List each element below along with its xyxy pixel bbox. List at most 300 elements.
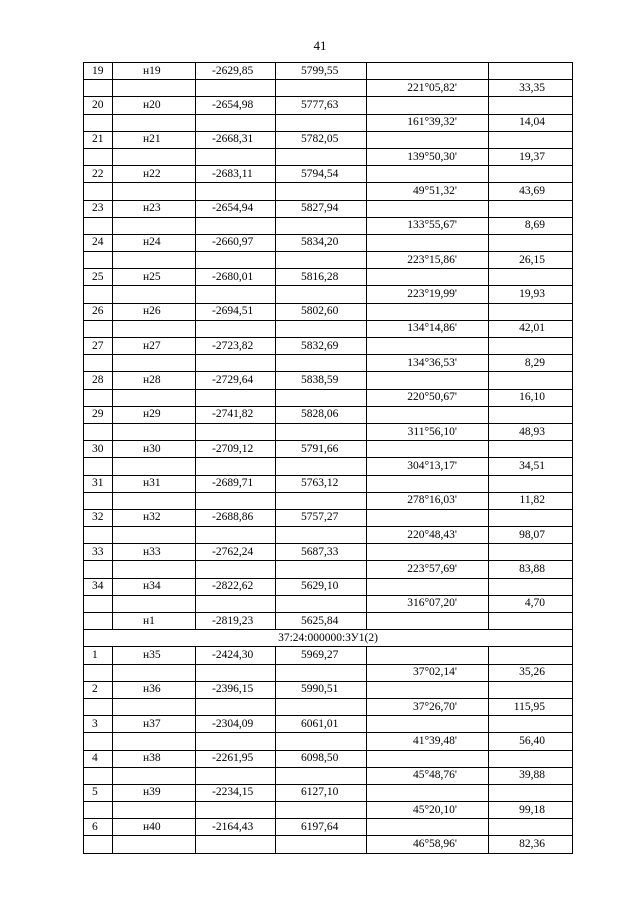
empty-cell — [276, 733, 367, 750]
empty-cell — [489, 647, 573, 664]
point-number: 5 — [84, 784, 113, 801]
x-coordinate: -2683,11 — [196, 166, 276, 183]
empty-cell — [276, 80, 367, 97]
empty-cell — [113, 286, 196, 303]
y-coordinate: 6098,50 — [276, 750, 367, 767]
empty-cell — [367, 269, 489, 286]
empty-cell — [84, 733, 113, 750]
segment-row — [84, 802, 573, 819]
point-name: н39 — [113, 784, 196, 801]
direction-angle: 304°13,17' — [367, 458, 489, 475]
segment-row — [84, 595, 573, 612]
empty-cell — [113, 389, 196, 406]
segment-row — [84, 148, 573, 165]
point-name: н29 — [113, 406, 196, 423]
y-coordinate: 5777,63 — [276, 97, 367, 114]
empty-cell — [113, 114, 196, 131]
segment-length: 33,35 — [489, 80, 573, 97]
empty-cell — [196, 355, 276, 372]
y-coordinate: 5838,59 — [276, 372, 367, 389]
x-coordinate: -2741,82 — [196, 406, 276, 423]
point-name: н36 — [113, 681, 196, 698]
empty-cell — [84, 698, 113, 715]
empty-cell — [489, 475, 573, 492]
empty-cell — [84, 183, 113, 200]
empty-cell — [489, 544, 573, 561]
empty-cell — [489, 509, 573, 526]
section-title-row — [84, 630, 573, 647]
point-name: н23 — [113, 200, 196, 217]
point-number: 30 — [84, 441, 113, 458]
point-row — [84, 372, 573, 389]
empty-cell — [113, 183, 196, 200]
empty-cell — [113, 527, 196, 544]
page-number: 41 — [313, 38, 327, 53]
point-name: н22 — [113, 166, 196, 183]
empty-cell — [489, 303, 573, 320]
empty-cell — [84, 252, 113, 269]
point-number: 3 — [84, 716, 113, 733]
empty-cell — [196, 389, 276, 406]
empty-cell — [113, 80, 196, 97]
empty-cell — [276, 389, 367, 406]
empty-cell — [196, 492, 276, 509]
segment-length: 43,69 — [489, 183, 573, 200]
empty-cell — [489, 97, 573, 114]
empty-cell — [367, 681, 489, 698]
empty-cell — [367, 784, 489, 801]
direction-angle: 45°48,76' — [367, 767, 489, 784]
x-coordinate: -2660,97 — [196, 234, 276, 251]
direction-angle: 133°55,67' — [367, 217, 489, 234]
direction-angle: 46°58,96' — [367, 836, 489, 853]
empty-cell — [196, 664, 276, 681]
y-coordinate: 5687,33 — [276, 544, 367, 561]
empty-cell — [367, 509, 489, 526]
empty-cell — [276, 664, 367, 681]
segment-row — [84, 698, 573, 715]
point-row — [84, 200, 573, 217]
empty-cell — [367, 441, 489, 458]
point-row — [84, 166, 573, 183]
empty-cell — [367, 63, 489, 80]
empty-cell — [367, 613, 489, 630]
empty-cell — [84, 355, 113, 372]
direction-angle: 45°20,10' — [367, 802, 489, 819]
x-coordinate: -2424,30 — [196, 647, 276, 664]
segment-length: 39,88 — [489, 767, 573, 784]
point-row — [84, 578, 573, 595]
empty-cell — [84, 286, 113, 303]
direction-angle: 134°14,86' — [367, 320, 489, 337]
y-coordinate: 5834,20 — [276, 234, 367, 251]
point-number: 6 — [84, 819, 113, 836]
point-row — [84, 269, 573, 286]
direction-angle: 311°56,10' — [367, 423, 489, 440]
y-coordinate: 5990,51 — [276, 681, 367, 698]
empty-cell — [84, 492, 113, 509]
empty-cell — [489, 716, 573, 733]
segment-row — [84, 561, 573, 578]
segment-length: 82,36 — [489, 836, 573, 853]
segment-row — [84, 355, 573, 372]
empty-cell — [196, 80, 276, 97]
point-number: 33 — [84, 544, 113, 561]
point-number: 24 — [84, 234, 113, 251]
point-number: 23 — [84, 200, 113, 217]
point-row — [84, 441, 573, 458]
point-number: 19 — [84, 63, 113, 80]
y-coordinate: 5625,84 — [276, 613, 367, 630]
point-row — [84, 716, 573, 733]
empty-cell — [367, 750, 489, 767]
segment-row — [84, 389, 573, 406]
empty-cell — [196, 286, 276, 303]
direction-angle: 41°39,48' — [367, 733, 489, 750]
point-name: н1 — [113, 613, 196, 630]
point-name: н37 — [113, 716, 196, 733]
y-coordinate: 5969,27 — [276, 647, 367, 664]
empty-cell — [84, 767, 113, 784]
x-coordinate: -2762,24 — [196, 544, 276, 561]
empty-cell — [196, 320, 276, 337]
point-row — [84, 406, 573, 423]
empty-cell — [276, 286, 367, 303]
direction-angle: 223°15,86' — [367, 252, 489, 269]
x-coordinate: -2164,43 — [196, 819, 276, 836]
empty-cell — [84, 148, 113, 165]
point-number: 27 — [84, 338, 113, 355]
x-coordinate: -2654,98 — [196, 97, 276, 114]
empty-cell — [196, 767, 276, 784]
empty-cell — [489, 441, 573, 458]
point-name: н31 — [113, 475, 196, 492]
empty-cell — [276, 492, 367, 509]
empty-cell — [367, 578, 489, 595]
empty-cell — [84, 423, 113, 440]
segment-row — [84, 492, 573, 509]
empty-cell — [84, 836, 113, 853]
segment-length: 19,93 — [489, 286, 573, 303]
point-name: н27 — [113, 338, 196, 355]
x-coordinate: -2822,62 — [196, 578, 276, 595]
empty-cell — [196, 527, 276, 544]
point-number: 21 — [84, 131, 113, 148]
segment-row — [84, 767, 573, 784]
point-row — [84, 63, 573, 80]
empty-cell — [367, 97, 489, 114]
point-name: н34 — [113, 578, 196, 595]
empty-cell — [113, 458, 196, 475]
direction-angle: 220°48,43' — [367, 527, 489, 544]
segment-length: 83,88 — [489, 561, 573, 578]
segment-row — [84, 114, 573, 131]
empty-cell — [276, 355, 367, 372]
empty-cell — [196, 733, 276, 750]
empty-cell — [367, 234, 489, 251]
segment-length: 19,37 — [489, 148, 573, 165]
empty-cell — [489, 200, 573, 217]
x-coordinate: -2709,12 — [196, 441, 276, 458]
empty-cell — [276, 148, 367, 165]
segment-length: 8,69 — [489, 217, 573, 234]
point-number: 1 — [84, 647, 113, 664]
point-name: н19 — [113, 63, 196, 80]
empty-cell — [489, 406, 573, 423]
empty-cell — [113, 733, 196, 750]
point-row — [84, 234, 573, 251]
empty-cell — [276, 183, 367, 200]
segment-row — [84, 80, 573, 97]
x-coordinate: -2723,82 — [196, 338, 276, 355]
point-number — [84, 613, 113, 630]
direction-angle: 316°07,20' — [367, 595, 489, 612]
point-row — [84, 647, 573, 664]
segment-length: 34,51 — [489, 458, 573, 475]
empty-cell — [367, 131, 489, 148]
empty-cell — [489, 819, 573, 836]
y-coordinate: 5827,94 — [276, 200, 367, 217]
segment-row — [84, 423, 573, 440]
point-name: н30 — [113, 441, 196, 458]
empty-cell — [489, 338, 573, 355]
point-row — [84, 338, 573, 355]
direction-angle: 220°50,67' — [367, 389, 489, 406]
y-coordinate: 5794,54 — [276, 166, 367, 183]
x-coordinate: -2689,71 — [196, 475, 276, 492]
point-name: н25 — [113, 269, 196, 286]
empty-cell — [276, 698, 367, 715]
empty-cell — [489, 613, 573, 630]
segment-length: 99,18 — [489, 802, 573, 819]
segment-length: 26,15 — [489, 252, 573, 269]
empty-cell — [489, 269, 573, 286]
empty-cell — [196, 114, 276, 131]
point-row — [84, 784, 573, 801]
empty-cell — [489, 578, 573, 595]
point-name: н40 — [113, 819, 196, 836]
empty-cell — [367, 372, 489, 389]
x-coordinate: -2629,85 — [196, 63, 276, 80]
empty-cell — [113, 595, 196, 612]
x-coordinate: -2304,09 — [196, 716, 276, 733]
empty-cell — [367, 166, 489, 183]
empty-cell — [196, 217, 276, 234]
point-number: 28 — [84, 372, 113, 389]
empty-cell — [367, 819, 489, 836]
empty-cell — [84, 802, 113, 819]
x-coordinate: -2680,01 — [196, 269, 276, 286]
empty-cell — [276, 320, 367, 337]
point-row — [84, 750, 573, 767]
empty-cell — [196, 836, 276, 853]
point-name: н32 — [113, 509, 196, 526]
empty-cell — [113, 802, 196, 819]
empty-cell — [113, 492, 196, 509]
x-coordinate: -2396,15 — [196, 681, 276, 698]
y-coordinate: 5828,06 — [276, 406, 367, 423]
y-coordinate: 5782,05 — [276, 131, 367, 148]
y-coordinate: 5791,66 — [276, 441, 367, 458]
segment-length: 4,70 — [489, 595, 573, 612]
point-number: 34 — [84, 578, 113, 595]
empty-cell — [113, 561, 196, 578]
direction-angle: 221°05,82' — [367, 80, 489, 97]
segment-row — [84, 836, 573, 853]
segment-row — [84, 733, 573, 750]
point-row — [84, 131, 573, 148]
y-coordinate: 6061,01 — [276, 716, 367, 733]
segment-length: 11,82 — [489, 492, 573, 509]
x-coordinate: -2694,51 — [196, 303, 276, 320]
empty-cell — [196, 252, 276, 269]
point-number: 22 — [84, 166, 113, 183]
segment-length: 16,10 — [489, 389, 573, 406]
point-row — [84, 819, 573, 836]
point-name: н33 — [113, 544, 196, 561]
segment-row — [84, 664, 573, 681]
empty-cell — [196, 802, 276, 819]
empty-cell — [276, 595, 367, 612]
empty-cell — [276, 836, 367, 853]
y-coordinate: 5816,28 — [276, 269, 367, 286]
point-row — [84, 303, 573, 320]
empty-cell — [84, 389, 113, 406]
segment-length: 35,26 — [489, 664, 573, 681]
empty-cell — [489, 372, 573, 389]
empty-cell — [84, 664, 113, 681]
x-coordinate: -2819,23 — [196, 613, 276, 630]
empty-cell — [113, 423, 196, 440]
segment-row — [84, 183, 573, 200]
empty-cell — [276, 217, 367, 234]
point-name: н20 — [113, 97, 196, 114]
empty-cell — [196, 698, 276, 715]
y-coordinate: 5799,55 — [276, 63, 367, 80]
coordinates-table — [83, 62, 573, 854]
empty-cell — [196, 423, 276, 440]
y-coordinate: 5629,10 — [276, 578, 367, 595]
segment-length: 14,04 — [489, 114, 573, 131]
empty-cell — [489, 63, 573, 80]
x-coordinate: -2688,86 — [196, 509, 276, 526]
empty-cell — [276, 561, 367, 578]
empty-cell — [489, 784, 573, 801]
empty-cell — [276, 252, 367, 269]
empty-cell — [113, 217, 196, 234]
point-number: 32 — [84, 509, 113, 526]
empty-cell — [84, 458, 113, 475]
section-title: 37:24:000000:ЗУ1(2) — [84, 630, 573, 647]
empty-cell — [367, 544, 489, 561]
direction-angle: 278°16,03' — [367, 492, 489, 509]
empty-cell — [367, 475, 489, 492]
empty-cell — [367, 303, 489, 320]
y-coordinate: 5832,69 — [276, 338, 367, 355]
empty-cell — [276, 423, 367, 440]
segment-length: 56,40 — [489, 733, 573, 750]
segment-length: 115,95 — [489, 698, 573, 715]
segment-row — [84, 320, 573, 337]
empty-cell — [489, 750, 573, 767]
point-name: н21 — [113, 131, 196, 148]
empty-cell — [489, 166, 573, 183]
empty-cell — [489, 234, 573, 251]
empty-cell — [276, 458, 367, 475]
point-row — [84, 681, 573, 698]
point-name: н35 — [113, 647, 196, 664]
empty-cell — [196, 561, 276, 578]
point-number: 29 — [84, 406, 113, 423]
empty-cell — [84, 217, 113, 234]
y-coordinate: 5757,27 — [276, 509, 367, 526]
empty-cell — [113, 355, 196, 372]
y-coordinate: 6197,64 — [276, 819, 367, 836]
point-row — [84, 97, 573, 114]
empty-cell — [196, 183, 276, 200]
point-number: 25 — [84, 269, 113, 286]
empty-cell — [367, 338, 489, 355]
point-name: н28 — [113, 372, 196, 389]
empty-cell — [113, 148, 196, 165]
empty-cell — [84, 561, 113, 578]
point-name: н24 — [113, 234, 196, 251]
empty-cell — [367, 647, 489, 664]
x-coordinate: -2654,94 — [196, 200, 276, 217]
direction-angle: 49°51,32' — [367, 183, 489, 200]
empty-cell — [113, 836, 196, 853]
point-row — [84, 475, 573, 492]
empty-cell — [113, 767, 196, 784]
direction-angle: 37°26,70' — [367, 698, 489, 715]
empty-cell — [113, 664, 196, 681]
point-row — [84, 544, 573, 561]
empty-cell — [489, 131, 573, 148]
x-coordinate: -2261,95 — [196, 750, 276, 767]
empty-cell — [367, 406, 489, 423]
empty-cell — [113, 698, 196, 715]
empty-cell — [196, 148, 276, 165]
empty-cell — [276, 802, 367, 819]
y-coordinate: 5763,12 — [276, 475, 367, 492]
point-number: 31 — [84, 475, 113, 492]
point-number: 2 — [84, 681, 113, 698]
empty-cell — [196, 458, 276, 475]
x-coordinate: -2729,64 — [196, 372, 276, 389]
y-coordinate: 5802,60 — [276, 303, 367, 320]
direction-angle: 139°50,30' — [367, 148, 489, 165]
empty-cell — [113, 320, 196, 337]
empty-cell — [276, 527, 367, 544]
empty-cell — [84, 80, 113, 97]
empty-cell — [196, 595, 276, 612]
empty-cell — [489, 681, 573, 698]
x-coordinate: -2668,31 — [196, 131, 276, 148]
empty-cell — [113, 252, 196, 269]
segment-length: 8,29 — [489, 355, 573, 372]
point-number: 4 — [84, 750, 113, 767]
empty-cell — [84, 114, 113, 131]
empty-cell — [276, 114, 367, 131]
point-name: н26 — [113, 303, 196, 320]
empty-cell — [367, 200, 489, 217]
segment-row — [84, 458, 573, 475]
x-coordinate: -2234,15 — [196, 784, 276, 801]
empty-cell — [367, 716, 489, 733]
point-number: 26 — [84, 303, 113, 320]
point-name: н38 — [113, 750, 196, 767]
y-coordinate: 6127,10 — [276, 784, 367, 801]
